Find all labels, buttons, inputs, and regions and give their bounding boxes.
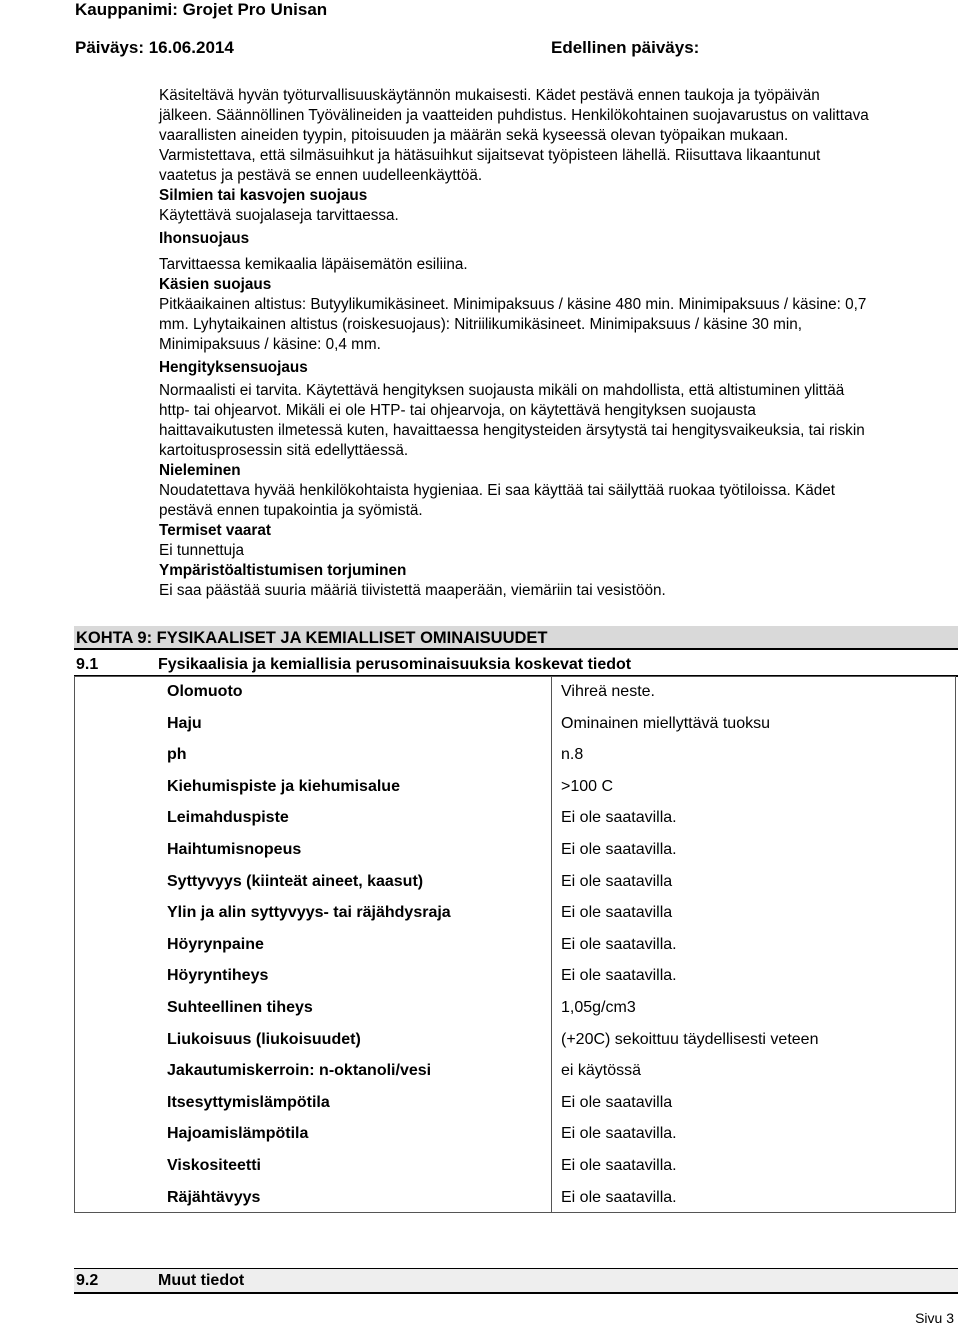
property-row — [75, 841, 955, 873]
properties-table — [74, 676, 956, 1213]
date-label: Päiväys: 16.06.2014 — [75, 38, 234, 57]
subsection-9-1-heading — [74, 652, 958, 677]
property-row — [75, 967, 955, 999]
property-name: ph — [167, 746, 187, 764]
property-row — [75, 904, 955, 936]
property-value: Vihreä neste. — [561, 683, 655, 700]
property-name: Jakautumiskerroin: n-oktanoli/vesi — [167, 1062, 432, 1080]
subheading: Ihonsuojaus — [159, 230, 250, 247]
property-row — [75, 1157, 955, 1189]
property-name: Ylin ja alin syttyvyys- tai räjähdysraja — [167, 904, 451, 922]
property-value: Ominainen miellyttävä tuoksu — [561, 714, 770, 732]
paragraph-line: Tarvittaessa kemikaalia läpäisemätön esiliina. — [159, 256, 468, 273]
subheading: Silmien tai kasvojen suojaus — [159, 187, 368, 204]
property-name: Haju — [167, 714, 202, 732]
paragraph-line: vaarallisten aineiden tyypin, pitoisuuden ja määrän sekä kyseessä olevan työpaikan mukaan. — [159, 127, 789, 144]
paragraph-line: http- tai ohjearvot. Mikäli ei ole HTP- tai ohjearvoja, on käytettävä hengityksen suojausta — [159, 402, 756, 419]
paragraph-line: Käsiteltävä hyvän työturvallisuuskäytännön mukaisesti. Kädet pestävä ennen taukoja ja työpäivän — [159, 87, 820, 104]
property-value: Ei ole saatavilla — [561, 904, 673, 922]
property-row — [75, 1125, 955, 1157]
paragraph-line: haittavaikutusten ilmetessä kuten, havaittaessa hengitysteiden ärsytystä tai hengitysvaikeuksia, tai riskin — [159, 422, 865, 439]
paragraph-line: Pitkäaikainen altistus: Butyylikumikäsineet. Minimipaksuus / käsine 480 min. Minimipaksuus / käsine: 0,7 — [159, 296, 867, 313]
property-name: Hajoamislämpötila — [167, 1125, 309, 1143]
page-number: Sivu 3 — [915, 1310, 954, 1326]
property-name: Liukoisuus (liukoisuudet) — [167, 1030, 361, 1048]
paragraph-line: jälkeen. Säännöllinen Työvälineiden ja vaatteiden puhdistus. Henkilökohtainen suojavarustus on valittava — [159, 107, 869, 124]
paragraph-line: Minimipaksuus / käsine: 0,4 mm. — [159, 336, 381, 353]
subheading: Hengityksensuojaus — [159, 359, 308, 376]
property-value: Ei ole saatavilla. — [561, 1188, 677, 1206]
subsection-title: Fysikaalisia ja kemiallisia perusominaisuuksia koskevat tiedot — [158, 656, 632, 673]
section9-heading: KOHTA 9: FYSIKAALISET JA KEMIALLISET OMINAISUUDET — [74, 626, 958, 650]
property-value: Ei ole saatavilla. — [561, 809, 677, 827]
subsection-9-2-heading — [74, 1268, 958, 1294]
property-name: Leimahduspiste — [167, 809, 289, 827]
section8-body — [159, 86, 929, 601]
subsection-number: 9.2 — [76, 1272, 99, 1289]
paragraph-line: Käytettävä suojalaseja tarvittaessa. — [159, 207, 399, 224]
paragraph-line: mm. Lyhytaikainen altistus (roiskesuojaus): Nitriilikumikäsineet. Minimipaksuus / käsine 30 min, — [159, 316, 802, 333]
property-name: Suhteellinen tiheys — [167, 999, 313, 1016]
property-name: Olomuoto — [167, 683, 243, 700]
subheading: Käsien suojaus — [159, 276, 272, 293]
property-value: ei käytössä — [561, 1062, 642, 1080]
property-value: 1,05g/cm3 — [561, 999, 636, 1016]
subheading: Termiset vaarat — [159, 522, 271, 539]
property-row — [75, 778, 955, 810]
property-name: Viskositeetti — [167, 1157, 261, 1174]
paragraph-line: Ei tunnettuja — [159, 542, 245, 559]
property-row — [75, 1062, 955, 1094]
property-name: Syttyvyys (kiinteät aineet, kaasut) — [167, 872, 424, 890]
property-row — [75, 1189, 955, 1221]
property-row — [75, 1031, 955, 1063]
property-value: Ei ole saatavilla. — [561, 841, 677, 858]
property-value: Ei ole saatavilla. — [561, 935, 677, 953]
property-row — [75, 683, 955, 715]
paragraph-line: Ei saa päästää suuria määriä tiivistettä maaperään, viemäriin tai vesistöön. — [159, 582, 666, 599]
property-row — [75, 936, 955, 968]
subheading: Ympäristöaltistumisen torjuminen — [159, 562, 407, 579]
subsection-title: Muut tiedot — [158, 1272, 245, 1289]
property-row — [75, 715, 955, 747]
property-name: Kiehumispiste ja kiehumisalue — [167, 777, 400, 795]
subsection-number: 9.1 — [76, 656, 99, 673]
property-name: Höyryntiheys — [167, 967, 269, 985]
property-value: Ei ole saatavilla. — [561, 1157, 677, 1174]
paragraph-line: Normaalisti ei tarvita. Käytettävä hengityksen suojausta mikäli on mahdollista, että altistuminen ylittää — [159, 382, 845, 399]
property-name: Höyrynpaine — [167, 935, 264, 953]
subheading: Nieleminen — [159, 462, 241, 479]
property-name: Itsesyttymislämpötila — [167, 1093, 330, 1111]
property-name: Haihtumisnopeus — [167, 841, 302, 858]
property-value: Ei ole saatavilla. — [561, 1125, 677, 1143]
property-row — [75, 1094, 955, 1126]
property-value: Ei ole saatavilla — [561, 1093, 673, 1111]
paragraph-line: vaatetus ja pestävä se ennen uudelleenkäyttöä. — [159, 167, 483, 184]
product-name-label: Kauppanimi: Grojet Pro Unisan — [75, 0, 328, 19]
paragraph-line: Noudatettava hyvää henkilökohtaista hygieniaa. Ei saa käyttää tai säilyttää ruokaa työtiloissa. Kädet — [159, 482, 836, 499]
previous-date-label: Edellinen päiväys: — [551, 38, 700, 57]
property-row — [75, 809, 955, 841]
property-row — [75, 999, 955, 1031]
paragraph-line: Varmistettava, että silmäsuihkut ja hätäsuihkut sijaitsevat työpisteen lähellä. Riisuttava likaantunut — [159, 147, 821, 164]
paragraph-line: pestävä ennen tupakointia ja syömistä. — [159, 502, 423, 519]
property-row — [75, 746, 955, 778]
property-value: Ei ole saatavilla. — [561, 967, 677, 985]
property-value: n.8 — [561, 746, 584, 764]
property-value: (+20C) sekoittuu täydellisesti veteen — [561, 1030, 819, 1048]
paragraph-line: kartoitusprosessin sitä edellyttäessä. — [159, 442, 409, 459]
property-value: >100 C — [561, 777, 614, 795]
property-row — [75, 873, 955, 905]
property-name: Räjähtävyys — [167, 1188, 261, 1206]
property-value: Ei ole saatavilla — [561, 872, 673, 890]
